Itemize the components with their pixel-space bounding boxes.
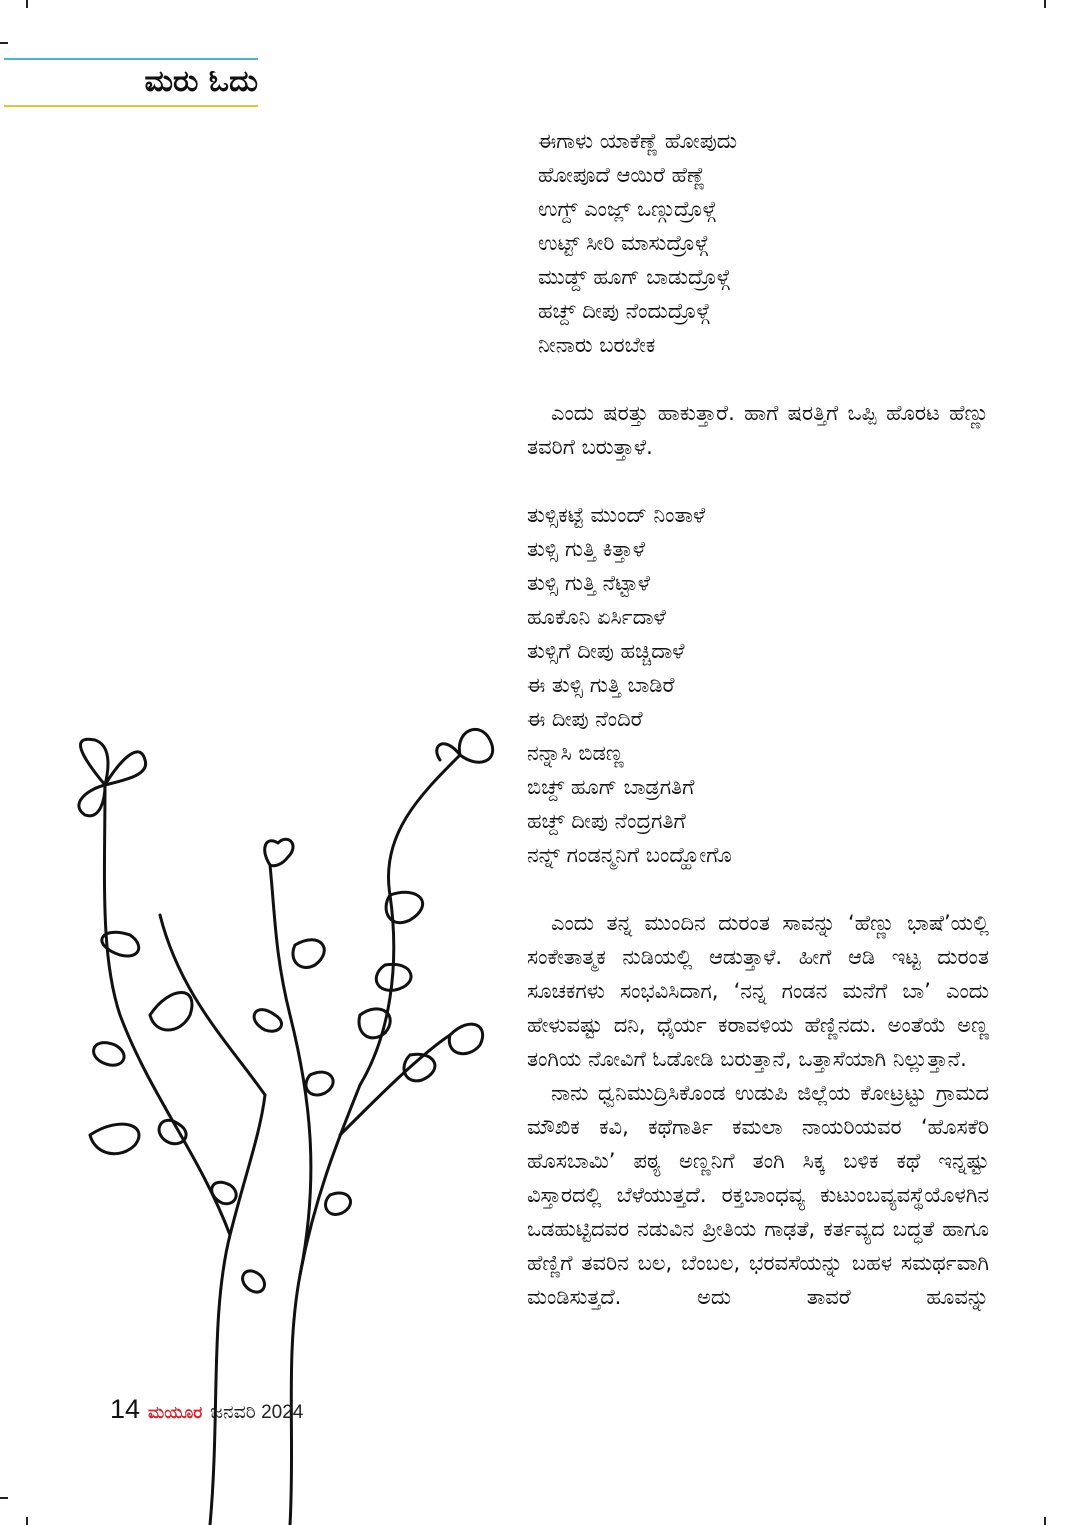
crop-mark [26,1517,28,1525]
crop-mark [26,0,28,8]
paragraph-3: ನಾನು ಧ್ವನಿಮುದ್ರಿಸಿಕೊಂಡ ಉಡುಪಿ ಜಿಲ್ಲೆಯ ಕೋಟ್ರಟ್ಟು ಗ್ರಾಮದ ಮೌಖಿಕ ಕವಿ, ಕಥೆಗಾರ್ತಿ ಕಮಲಾ ನಾಯರಿಯವರ ‘ಹೊಸಕೆರಿ ಹೊಸಬಾಮಿ’ ಪಠ್ಯ ಅಣ್ಣನಿಗೆ ತಂಗಿ ಸಿಕ್ಕ ಬಳಿಕ ಕಥೆ ಇನ್ನಷ್ಟು ವಿಸ್ತಾರದಲ್ಲಿ ಬೆಳೆಯುತ್ತದೆ. ರಕ್ತಬಾಂಧವ್ಯ ಕುಟುಂಬವ್ಯವಸ್ಥೆಯೊಳಗಿನ ಒಡಹುಟ್ಟಿದವರ ನಡುವಿನ ಪ್ರೀತಿಯ ಗಾಢತೆ, ಕರ್ತವ್ಯದ ಬದ್ಧತೆ ಹಾಗೂ ಹೆಣ್ಣಿಗೆ ತವರಿನ ಬಲ, ಬೆಂಬಲ, ಭರವಸೆಯನ್ನು ಬಹಳ ಸಮರ್ಥವಾಗಿ ಮಂಡಿಸುತ್ತದೆ. ಅದು ತಾವರೆ ಹೂವನ್ನು [527,1081,989,1309]
crop-mark [0,42,8,44]
verse-line: ಈ ದೀಪು ನೆಂದಿರೆ [527,707,643,731]
verse-line: ಈಗಾಳು ಯಾಕೆಣ್ಣೆ ಹೋಪುದು [538,129,738,153]
crop-mark [0,1497,8,1499]
verse-line: ಹಚ್ದ್ ದೀಪು ನೆಂದ್ರಗತಿಗೆ [527,809,686,833]
paragraph-2: ಎಂದು ತನ್ನ ಮುಂದಿನ ದುರಂತ ಸಾವನ್ನು ‘ಹೆಣ್ಣು ಭಾಷೆ’ಯಲ್ಲಿ ಸಂಕೇತಾತ್ಮಕ ನುಡಿಯಲ್ಲಿ ಆಡುತ್ತಾಳೆ. ಹೀಗೆ ಆಡಿ ಇಟ್ಟ ದುರಂತ ಸೂಚಕಗಳು ಸಂಭವಿಸಿದಾಗ, ‘ನನ್ನ ಗಂಡನ ಮನೆಗೆ ಬಾ’ ಎಂದು ಹೇಳುವಷ್ಟು ದನಿ, ಧೈರ್ಯ ಕರಾವಳಿಯ ಹೆಣ್ಣಿನದು. ಅಂತೆಯೆ ಅಣ್ಣ ತಂಗಿಯ ನೋವಿಗೆ ಓಡೋಡಿ ಬರುತ್ತಾನೆ, ಒತ್ತಾಸೆಯಾಗಿ ನಿಲ್ಲುತ್ತಾನೆ. [527,911,989,1071]
verse-block-1 [538,124,1000,362]
page-number: 14 [110,1394,141,1424]
verse-line: ತುಳ್ಸಿಗೆ ದೀಪು ಹಚ್ಚಿದಾಳೆ [527,639,685,663]
issue-date: ಜನವರಿ 2024 [210,1402,304,1423]
paragraph-1 [527,396,989,464]
magazine-logo: ಮಯೂರ [148,1403,203,1423]
section-title: ಮರು ಓದು [144,64,258,99]
verse-line: ಮುಡ್ದ್ ಹೂಗ್ ಬಾಡುದ್ರೊಳ್ಗೆ [538,265,731,289]
header-rule-top [4,58,258,60]
verse-line: ಉಗ್ದ್ ಎಂಜ್ಲ್ ಒಣ್ಗುದ್ರೊಳ್ಗೆ [538,197,717,221]
verse-line: ಹೂಕೊನಿ ಏರ್ಸಿದಾಳೆ [527,605,666,629]
verse-line: ಬಿಚ್ದ್ ಹೂಗ್ ಬಾಡ್ರಗತಿಗೆ [527,775,695,799]
verse-line: ತುಳ್ಸಿ ಗುತ್ತಿ ಕಿತ್ತಾಳೆ [527,537,645,561]
verse-line: ಹೋಪೂದೆ ಆಯಿರೆ ಹೆಣ್ಣೆ [538,163,706,187]
verse-line: ತುಳ್ಸಿ ಗುತ್ತಿ ನೆಟ್ಟಾಳೆ [527,571,651,595]
verse-line: ಹಚ್ದ್ ದೀಪು ನೆಂದುದ್ರೊಳ್ಗೆ [538,299,710,323]
paragraph-text: ಎಂದು ಷರತ್ತು ಹಾಕುತ್ತಾರೆ. ಹಾಗೆ ಷರತ್ತಿಗೆ ಒಪ್ಪಿ ಹೊರಟ ಹೆಣ್ಣು ತವರಿಗೆ ಬರುತ್ತಾಳೆ. [527,401,989,459]
verse-line: ನೀನಾರು ಬರಬೇಕ [538,333,656,357]
page-footer [110,1394,303,1428]
section-header [4,58,258,108]
verse-line: ತುಳ್ಸಿಕಟ್ಟೆ ಮುಂದ್ ನಿಂತಾಳೆ [527,503,706,527]
crop-mark [1044,1517,1046,1525]
verse-line: ಈ ತುಳ್ಸಿ ಗುತ್ತಿ ಬಾಡಿರೆ [527,673,675,697]
crop-mark [1044,0,1046,8]
verse-block-2 [527,498,989,872]
verse-line: ನನ್ನ್ ಗಂಡನ್ಮನಿಗೆ ಬಂದ್ಹೋಗೊ [527,843,732,867]
verse-line: ಉಟ್ಟ್ ಸೀರಿ ಮಾಸುದ್ರೊಳ್ಗೆ [538,231,709,255]
verse-line: ನನ್ನಾಸಿ ಬಿಡಣ್ಣ [527,741,624,765]
header-rule-bottom [4,105,258,107]
paragraph-group [527,906,989,1314]
